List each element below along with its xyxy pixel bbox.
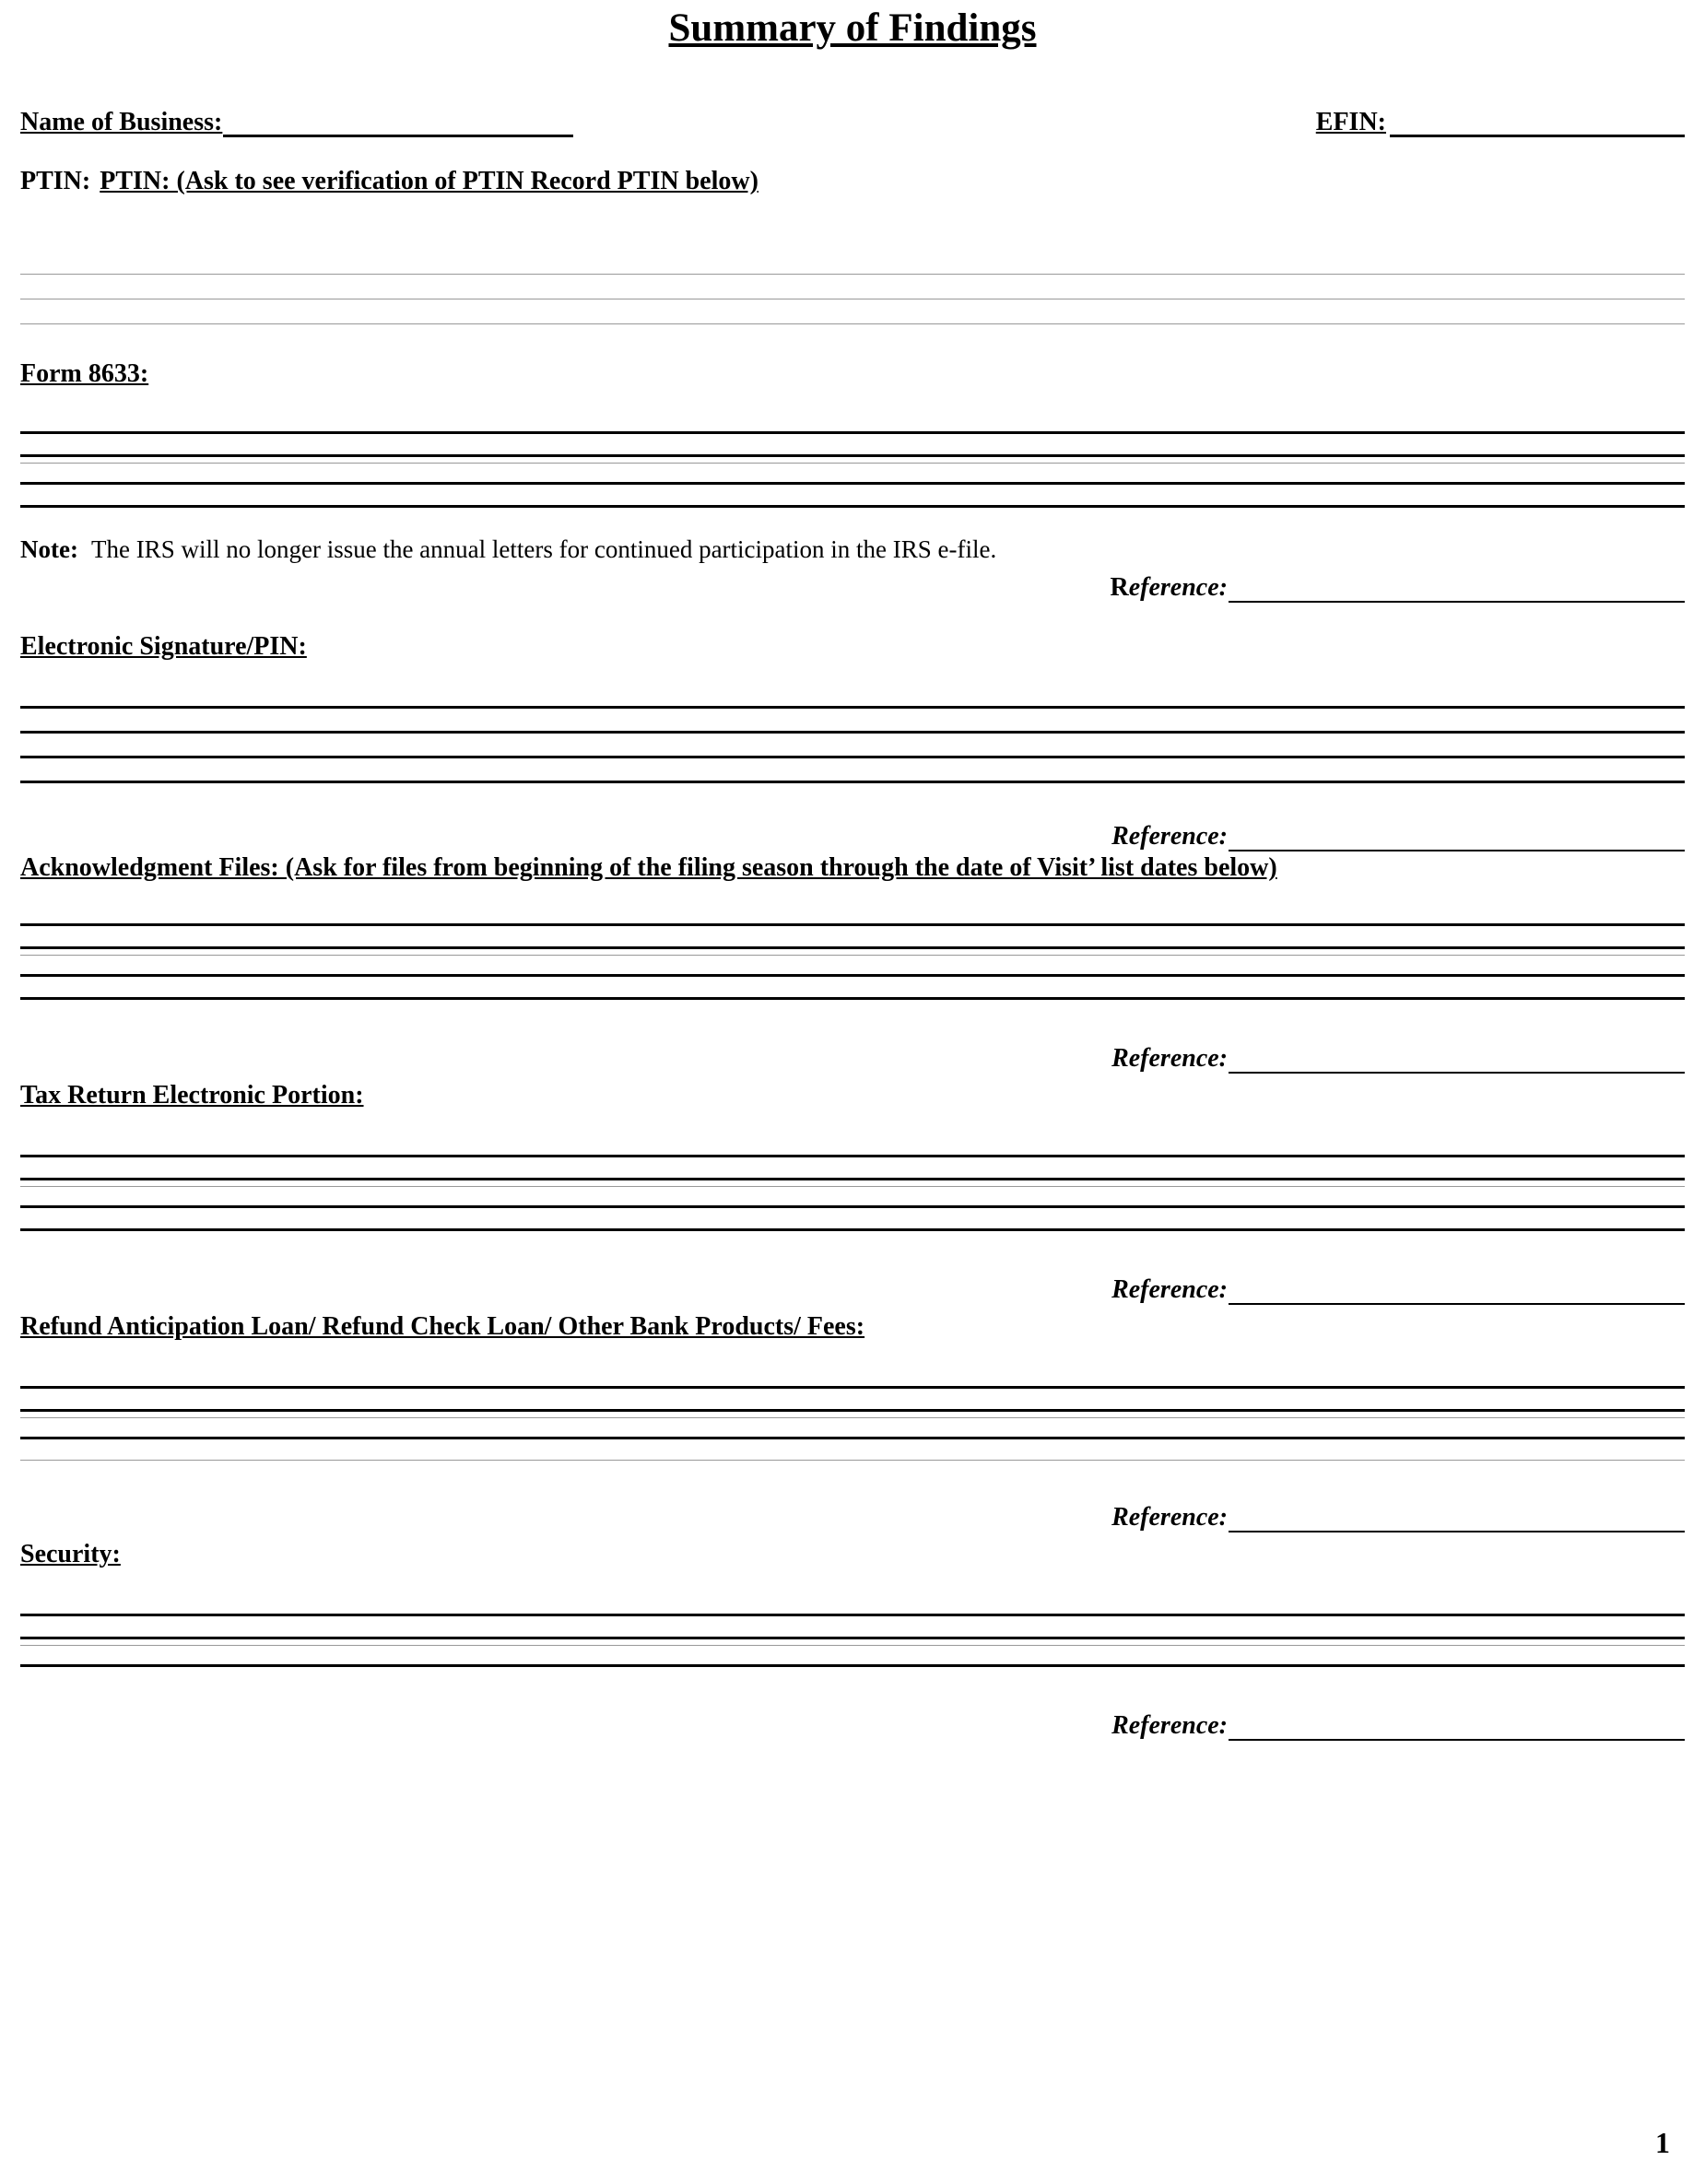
section-heading-acknowledgment-files: Acknowledgment Files: (Ask for files from beginning of the filing season through the date of Visit’ list dates below) <box>20 853 1277 883</box>
write-line[interactable] <box>20 1208 1685 1231</box>
section-heading-security: Security: <box>20 1540 121 1569</box>
ptin-write-lines <box>20 250 1685 324</box>
tax-return-write-lines <box>20 1133 1685 1231</box>
security-write-lines <box>20 1591 1685 1667</box>
acknowledgment-files-write-lines <box>20 901 1685 1000</box>
write-line[interactable] <box>20 956 1685 977</box>
write-line[interactable] <box>20 434 1685 457</box>
ptin-instruction: PTIN: (Ask to see verification of PTIN Record PTIN below) <box>100 167 758 196</box>
write-line[interactable] <box>20 1591 1685 1616</box>
write-line[interactable] <box>20 457 1685 464</box>
write-line[interactable] <box>20 485 1685 508</box>
reference-label: Reference: <box>1110 573 1228 603</box>
efin-label: EFIN: <box>1315 108 1386 137</box>
write-line[interactable] <box>20 1157 1685 1180</box>
reference-field[interactable] <box>1229 1719 1685 1741</box>
section-heading-tax-return-electronic-portion: Tax Return Electronic Portion: <box>20 1081 364 1110</box>
write-line[interactable] <box>20 1418 1685 1439</box>
write-line[interactable] <box>20 1187 1685 1208</box>
write-line[interactable] <box>20 464 1685 485</box>
refund-products-write-lines <box>20 1364 1685 1461</box>
write-line[interactable] <box>20 758 1685 783</box>
reference-row <box>20 573 1685 603</box>
document-page <box>0 6 1705 2184</box>
business-name-field[interactable] <box>223 112 573 137</box>
write-line[interactable] <box>20 1639 1685 1646</box>
efin-field[interactable] <box>1390 112 1685 137</box>
reference-row <box>20 1044 1685 1074</box>
page-title: Summary of Findings <box>668 6 1037 50</box>
note-row <box>20 535 1685 564</box>
reference-row <box>20 1275 1685 1305</box>
reference-row <box>20 822 1685 851</box>
reference-label: Reference: <box>1111 1275 1228 1305</box>
section-heading-form-8633: Form 8633: <box>20 359 149 389</box>
write-line[interactable] <box>20 250 1685 275</box>
write-line[interactable] <box>20 1133 1685 1157</box>
write-line[interactable] <box>20 1364 1685 1389</box>
reference-field[interactable] <box>1229 581 1685 603</box>
reference-row <box>20 1503 1685 1532</box>
reference-label: Reference: <box>1111 1711 1228 1741</box>
reference-label: Reference: <box>1111 1044 1228 1074</box>
write-line[interactable] <box>20 926 1685 949</box>
ptin-row <box>20 167 1685 196</box>
reference-label: Reference: <box>1111 1503 1228 1532</box>
business-efin-row <box>20 108 1685 137</box>
form-8633-write-lines <box>20 409 1685 508</box>
write-line[interactable] <box>20 1389 1685 1412</box>
write-line[interactable] <box>20 409 1685 434</box>
reference-row <box>20 1711 1685 1741</box>
note-label: Note: <box>20 535 78 564</box>
reference-field[interactable] <box>1229 1051 1685 1074</box>
write-line[interactable] <box>20 299 1685 324</box>
ptin-label: PTIN: <box>20 167 91 196</box>
write-line[interactable] <box>20 275 1685 299</box>
business-name-label: Name of Business: <box>20 108 223 137</box>
write-line[interactable] <box>20 709 1685 734</box>
page-number: 1 <box>1655 2126 1670 2159</box>
electronic-signature-write-lines <box>20 684 1685 783</box>
write-line[interactable] <box>20 1439 1685 1461</box>
write-line[interactable] <box>20 949 1685 956</box>
write-line[interactable] <box>20 901 1685 926</box>
write-line[interactable] <box>20 977 1685 1000</box>
write-line[interactable] <box>20 1412 1685 1418</box>
section-heading-refund-products: Refund Anticipation Loan/ Refund Check Loan/ Other Bank Products/ Fees: <box>20 1312 865 1342</box>
reference-field[interactable] <box>1229 1510 1685 1532</box>
write-line[interactable] <box>20 1646 1685 1667</box>
write-line[interactable] <box>20 734 1685 758</box>
note-text: The IRS will no longer issue the annual letters for continued participation in the IRS e-file. <box>90 535 997 564</box>
reference-field[interactable] <box>1229 1283 1685 1305</box>
reference-label: Reference: <box>1111 822 1228 851</box>
write-line[interactable] <box>20 1616 1685 1639</box>
write-line[interactable] <box>20 684 1685 709</box>
section-heading-electronic-signature: Electronic Signature/PIN: <box>20 632 307 662</box>
write-line[interactable] <box>20 1180 1685 1187</box>
reference-field[interactable] <box>1229 829 1685 851</box>
